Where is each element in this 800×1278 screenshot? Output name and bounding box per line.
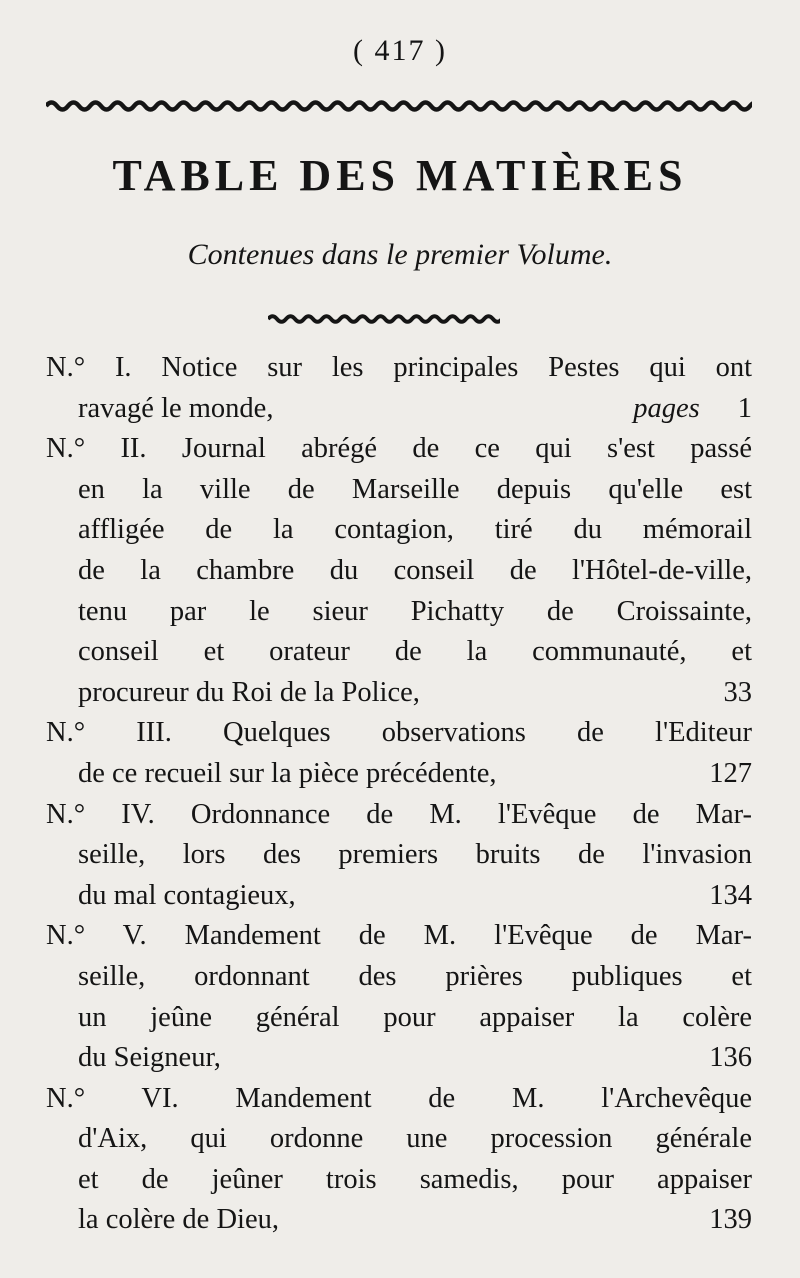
entry-line: la colère de Dieu, <box>78 1204 279 1236</box>
page-number: ( 417 ) <box>353 34 447 67</box>
toc-entry <box>46 916 752 1078</box>
entry-last-line <box>46 673 752 714</box>
toc-entry <box>46 1079 752 1241</box>
entry-line: seille, ordonnant des prières publiques et <box>78 960 752 992</box>
page-title: TABLE DES MATIÈRES <box>112 151 688 200</box>
toc-entry <box>46 348 752 429</box>
entry-line: N.° V. Mandement de M. l'Evêque de Mar- <box>46 920 752 952</box>
toc-entry <box>46 429 752 713</box>
entry-line: d'Aix, qui ordonne une procession générale <box>78 1123 752 1155</box>
top-ornamental-rule <box>46 96 752 116</box>
entry-line: un jeûne général pour appaiser la colère <box>78 1001 752 1033</box>
entry-last-line <box>46 876 752 917</box>
toc-entry <box>46 795 752 917</box>
page-ref-number: 1 <box>737 392 752 424</box>
entry-line: de la chambre du conseil de l'Hôtel-de-ville, <box>78 554 752 586</box>
page-ref-number: 127 <box>709 757 752 789</box>
page-reference <box>633 389 752 430</box>
entry-line: et de jeûner trois samedis, pour appaiser <box>78 1163 752 1195</box>
page-ref-number: 139 <box>709 1204 752 1236</box>
entry-line: du mal contagieux, <box>78 879 296 911</box>
page-ref-number: 134 <box>709 879 752 911</box>
entry-line: procureur du Roi de la Police, <box>78 676 420 708</box>
entry-last-line <box>46 1038 752 1079</box>
entry-line: N.° II. Journal abrégé de ce qui s'est passé <box>46 433 752 465</box>
entry-line: seille, lors des premiers bruits de l'invasion <box>78 839 752 871</box>
entry-line: affligée de la contagion, tiré du mémorail <box>78 514 752 546</box>
page-subtitle: Contenues dans le premier Volume. <box>187 238 613 271</box>
entry-line: du Seigneur, <box>78 1042 221 1074</box>
entry-line: N.° IV. Ordonnance de M. l'Evêque de Mar- <box>46 798 752 830</box>
entry-line: N.° III. Quelques observations de l'Editeur <box>46 717 752 749</box>
page-ref-number: 33 <box>723 676 752 708</box>
middle-ornamental-rule <box>268 311 500 327</box>
table-of-contents <box>46 348 752 1241</box>
entry-line: de ce recueil sur la pièce précédente, <box>78 757 497 789</box>
entry-last-line <box>46 1200 752 1241</box>
entry-line: en la ville de Marseille depuis qu'elle est <box>78 473 752 505</box>
entry-line: N.° VI. Mandement de M. l'Archevêque <box>46 1082 752 1114</box>
entry-line: conseil et orateur de la communauté, et <box>78 636 752 668</box>
entry-line: N.° I. Notice sur les principales Pestes qui ont <box>46 352 752 383</box>
pages-label: pages <box>633 392 700 424</box>
entry-last-line <box>46 754 752 795</box>
entry-line: tenu par le sieur Pichatty de Croissainte, <box>78 595 752 627</box>
entry-last-line <box>46 389 752 430</box>
toc-entry <box>46 713 752 794</box>
page-ref-number: 136 <box>709 1042 752 1074</box>
entry-line: ravagé le monde, <box>78 392 274 424</box>
